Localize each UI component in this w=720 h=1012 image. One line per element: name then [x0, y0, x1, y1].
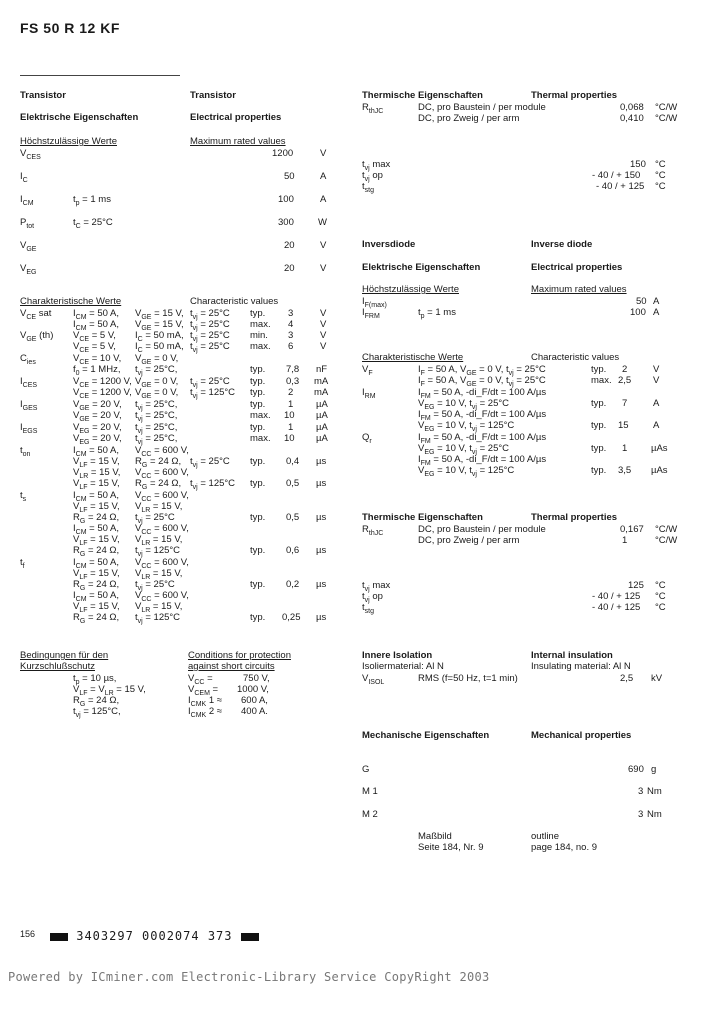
left-text: Conditions for protection [188, 650, 291, 661]
left-text: $t_{vj} = 125^\circ C$ [190, 478, 236, 491]
left-text: $V_{LF} = 15$ V, [73, 534, 120, 547]
left-text: 3 [288, 308, 294, 319]
right-text: $t_p = 1$ ms [418, 307, 456, 320]
right-text: $I_{FRM}$ [362, 307, 380, 320]
right-text: - 40 / + 125 [592, 591, 641, 602]
right-text: - 40 / + 150 [592, 170, 641, 181]
right-text: 0,410 [620, 113, 644, 124]
left-text: µA [316, 410, 328, 421]
left-text: Maximum rated values [190, 136, 286, 147]
left-text: 0,3 [286, 376, 300, 387]
right-text: Isoliermaterial: Al N [362, 661, 444, 672]
left-text: Elektrische Eigenschaften [20, 112, 139, 123]
barcode-digits: 3403297 0002074 373 [76, 929, 233, 943]
left-text: 10 [284, 410, 295, 421]
right-text: 3,5 [618, 465, 632, 476]
left-text: $V_{LR} = 15$ V, [135, 534, 183, 547]
right-text: Characteristic values [531, 352, 620, 363]
left-text: typ. [250, 376, 266, 387]
left-text: $R_G = 24$ Ω, [73, 612, 120, 625]
left-text: µA [316, 399, 328, 410]
right-text: M 2 [362, 809, 378, 820]
left-text: $I_{CM} = 50$ A, [73, 523, 120, 536]
right-text: 150 [630, 159, 646, 170]
left-text: $t_{on}$ [20, 445, 31, 458]
left-text: $V_{EG} = 20$ V, [73, 433, 122, 446]
left-text: $t_{vj} = 25^\circ C$, [135, 410, 178, 423]
right-text: typ. [591, 398, 607, 409]
right-text: DC, pro Baustein / per module [418, 102, 546, 113]
right-text: - 40 / + 125 [592, 602, 641, 613]
left-text: $I_{CMK}$ 2 ≈ [188, 706, 222, 719]
left-text: $t_p = 1$ ms [73, 194, 111, 207]
right-text: Innere Isolation [362, 650, 433, 661]
right-text: 7 [622, 398, 628, 409]
right-text: - 40 / + 125 [596, 181, 645, 192]
left-text: µs [316, 545, 327, 556]
left-text: $V_{CEM}$ = [188, 684, 219, 697]
right-text: 1 [622, 443, 628, 454]
right-text: °C/W [655, 524, 678, 535]
left-text: 0,5 [286, 512, 300, 523]
left-text: $I_{GES}$ [20, 399, 38, 412]
left-text: $V_{LR} = 15$ V, [135, 501, 183, 514]
barcode [50, 929, 259, 943]
right-text: µAs [651, 465, 668, 476]
right-text: $R_{thJC}$ [362, 524, 384, 537]
left-text: 1200 [272, 148, 294, 159]
powered-by-notice: Powered by ICminer.com Electronic-Library Service CopyRight 2003 [8, 970, 490, 984]
left-text: $t_{vj} = 125^\circ C$ [135, 612, 181, 625]
left-text: 6 [288, 341, 294, 352]
left-text: $I_{CMK}$ 1 ≈ [188, 695, 222, 708]
left-text: $V_{LR} = 15$ V, [135, 568, 183, 581]
left-text: max. [250, 319, 271, 330]
left-text: µs [316, 512, 327, 523]
left-text: 0,5 [286, 478, 300, 489]
left-text: 2 [288, 387, 294, 398]
left-text: $t_{vj} = 25^\circ C$ [190, 456, 230, 469]
left-text: 20 [284, 263, 295, 274]
right-text: $I_{F(max)}$ [362, 296, 387, 309]
right-text: Mechanical properties [531, 730, 632, 741]
left-text: max. [250, 341, 271, 352]
right-text: $t_{vj}$ op [362, 591, 383, 604]
right-text: 2 [622, 364, 628, 375]
left-text: $t_{vj} = 25^\circ C$ [135, 512, 175, 525]
right-text: 50 [636, 296, 647, 307]
left-text: A [320, 194, 327, 205]
right-text: typ. [591, 364, 607, 375]
left-text: V [320, 240, 327, 251]
right-text: Electrical properties [531, 262, 623, 273]
left-text: V [320, 263, 327, 274]
left-text: $I_{CM} = 50$ A, [73, 590, 120, 603]
left-text: A [320, 171, 327, 182]
left-text: $I_{CES}$ [20, 376, 38, 389]
left-text: typ. [250, 387, 266, 398]
right-text: typ. [591, 465, 607, 476]
left-text: max. [250, 433, 271, 444]
right-text: V [653, 364, 660, 375]
left-text: nF [316, 364, 328, 375]
left-text: $V_{CE} = 5$ V, [73, 341, 116, 354]
left-text: $V_{GE}$ [20, 240, 37, 253]
right-text: $I_{FM} = 50$ A, -di_F/dt = 100 A/µs [418, 409, 547, 422]
left-text: 10 [284, 433, 295, 444]
left-text: mA [314, 376, 329, 387]
right-text: typ. [591, 443, 607, 454]
left-text: typ. [250, 545, 266, 556]
left-text: $t_{vj} = 25^\circ C$, [135, 364, 178, 377]
right-text: Mechanische Eigenschaften [362, 730, 490, 741]
right-text: Maximum rated values [531, 284, 627, 295]
right-text: 2,5 [620, 673, 634, 684]
left-text: $t_{vj} = 25^\circ C$ [190, 341, 230, 354]
left-text: $V_{CC} = 600$ V, [135, 467, 189, 480]
left-text: $R_G = 24$ Ω, [73, 579, 120, 592]
left-text: $I_{EGS}$ [20, 422, 38, 435]
right-text: G [362, 764, 370, 775]
right-text: Thermische Eigenschaften [362, 512, 483, 523]
left-text: $V_{CC} = 600$ V, [135, 523, 189, 536]
right-text: DC, pro Zweig / per arm [418, 113, 520, 124]
right-text: DC, pro Baustein / per module [418, 524, 546, 535]
left-text: $I_{CM} = 50$ A, [73, 319, 120, 332]
left-text: 750 V, [243, 673, 270, 684]
left-text: typ. [250, 478, 266, 489]
right-text: Seite 184, Nr. 9 [418, 842, 484, 853]
left-text: 100 [278, 194, 294, 205]
left-text: 0,2 [286, 579, 300, 590]
left-text: Bedingungen für den [20, 650, 109, 661]
right-text: outline [531, 831, 559, 842]
left-text: 3 [288, 330, 294, 341]
left-text: $t_{vj} = 25^\circ C$ [190, 308, 230, 321]
left-text: $V_{GE} = 15$ V, [135, 319, 184, 332]
page-number: 156 [20, 929, 36, 939]
right-text: °C [655, 159, 666, 170]
left-text: 1000 V, [237, 684, 269, 695]
left-text: $t_{vj} = 25^\circ C$ [135, 579, 175, 592]
right-text: DC, pro Zweig / per arm [418, 535, 520, 546]
left-text: µA [316, 433, 328, 444]
right-text: $R_{thJC}$ [362, 102, 384, 115]
left-text: $I_C = 50$ mA, [135, 330, 184, 343]
right-text: A [653, 398, 660, 409]
left-text: typ. [250, 512, 266, 523]
title-rule [20, 75, 180, 76]
right-text: °C [655, 170, 666, 181]
left-text: W [318, 217, 327, 228]
left-text: V [320, 319, 327, 330]
right-text: $Q_r$ [362, 432, 372, 445]
right-text: 0,167 [620, 524, 644, 535]
left-text: $V_{CE} = 1200$ V, [73, 376, 132, 389]
left-text: max. [250, 410, 271, 421]
left-text: Characteristic values [190, 296, 279, 307]
right-text: Insulating material: Al N [531, 661, 631, 672]
left-text: $V_{LF} = 15$ V, [73, 601, 120, 614]
left-text: 50 [284, 171, 295, 182]
left-text: 20 [284, 240, 295, 251]
left-text: $V_{LF} = 15$ V, [73, 478, 120, 491]
left-text: $V_{CE} = 5$ V, [73, 330, 116, 343]
left-text: $V_{GE} = 0$ V, [135, 353, 179, 366]
left-text: $V_{CE} = 1200$ V, [73, 387, 132, 400]
left-text: $V_{CC} = 600$ V, [135, 590, 189, 603]
left-text: µs [316, 579, 327, 590]
left-text: against short circuits [188, 661, 275, 672]
right-text: $t_{vj}$ max [362, 159, 391, 172]
left-text: $R_G = 24$ Ω, [73, 512, 120, 525]
left-text: µs [316, 478, 327, 489]
right-text: RMS (f=50 Hz, t=1 min) [418, 673, 518, 684]
right-text: 2,5 [618, 375, 632, 386]
left-text: typ. [250, 579, 266, 590]
left-text: $V_{GE} = 15$ V, [135, 308, 184, 321]
right-text: max. [591, 375, 612, 386]
left-text: typ. [250, 308, 266, 319]
left-text: $R_G = 24$ Ω, [135, 478, 182, 491]
right-text: °C [655, 602, 666, 613]
left-text: $t_{vj} = 25^\circ C$, [135, 399, 178, 412]
left-text: Höchstzulässige Werte [20, 136, 117, 147]
right-text: $I_{RM}$ [362, 387, 376, 400]
left-text: $V_{CC} = 600$ V, [135, 490, 189, 503]
left-text: $I_{CM} = 50$ A, [73, 557, 120, 570]
left-text: 0,4 [286, 456, 300, 467]
left-text: µs [316, 612, 327, 623]
left-text: Electrical properties [190, 112, 282, 123]
right-text: Nm [647, 809, 662, 820]
left-text: $V_{LF} = 15$ V, [73, 501, 120, 514]
right-text: Höchstzulässige Werte [362, 284, 459, 295]
left-text: $V_{CE}$ sat [20, 308, 52, 321]
right-text: µAs [651, 443, 668, 454]
left-text: $I_{CM} = 50$ A, [73, 308, 120, 321]
left-text: $I_{CM} = 50$ A, [73, 490, 120, 503]
right-text: $t_{stg}$ [362, 602, 374, 615]
right-text: $I_{FM} = 50$ A, -di_F/dt = 100 A/µs [418, 387, 547, 400]
left-text: 0,6 [286, 545, 300, 556]
left-text: 1 [288, 422, 294, 433]
left-text: $I_C = 50$ mA, [135, 341, 184, 354]
left-text: $t_{vj} = 125^\circ C$ [135, 545, 181, 558]
right-text: °C/W [655, 102, 678, 113]
left-text: 0,25 [282, 612, 301, 623]
left-text: 300 [278, 217, 294, 228]
left-text: $I_{CM}$ [20, 194, 34, 207]
left-text: $V_{LF} = V_{LR} = 15$ V, [73, 684, 146, 697]
left-text: µA [316, 422, 328, 433]
left-text: $C_{ies}$ [20, 353, 36, 366]
right-text: $V_{EG} = 10$ V, $t_{vj} = 25^\circ C$ [418, 443, 510, 456]
right-text: 690 [628, 764, 644, 775]
right-text: $t_{vj}$ max [362, 580, 391, 593]
left-text: $R_G = 24$ Ω, [73, 545, 120, 558]
right-text: $V_{EG} = 10$ V, $t_{vj} = 125^\circ C$ [418, 420, 515, 433]
left-text: $t_{vj} = 25^\circ C$, [135, 433, 178, 446]
left-text: $I_C$ [20, 171, 28, 184]
left-text: typ. [250, 364, 266, 375]
left-text: typ. [250, 422, 266, 433]
left-text: $R_G = 24$ Ω, [73, 695, 120, 708]
right-text: $t_{stg}$ [362, 181, 374, 194]
left-text: $V_{GE} = 0$ V, [135, 387, 179, 400]
left-text: $V_{EG} = 20$ V, [73, 422, 122, 435]
left-text: 7,8 [286, 364, 300, 375]
right-text: $V_{EG} = 10$ V, $t_{vj} = 125^\circ C$ [418, 465, 515, 478]
left-text: $t_{vj} = 25^\circ C$, [135, 422, 178, 435]
left-text: 400 A. [241, 706, 268, 717]
right-text: 0,068 [620, 102, 644, 113]
right-text: $I_F = 50$ A, $V_{GE} = 0$ V, $t_{vj} = 25^\circ C$ [418, 364, 546, 377]
left-text: mA [314, 387, 329, 398]
left-text: $V_{GE} = 0$ V, [135, 376, 179, 389]
left-text: $I_{CM} = 50$ A, [73, 445, 120, 458]
right-text: 3 [638, 786, 644, 797]
right-text: $V_{ISOL}$ [362, 673, 385, 686]
left-text: $t_{vj} = 125^\circ C$, [73, 706, 121, 719]
left-text: $t_s$ [20, 490, 27, 503]
right-text: $I_F = 50$ A, $V_{GE} = 0$ V, $t_{vj} = 25^\circ C$ [418, 375, 546, 388]
left-text: $V_{GE}$ (th) [20, 330, 54, 343]
left-text: 1 [288, 399, 294, 410]
left-text: $t_C = 25^\circ C$ [73, 217, 113, 230]
right-text: 1 [622, 535, 628, 546]
left-text: 600 A, [241, 695, 268, 706]
right-text: kV [651, 673, 663, 684]
right-text: Thermische Eigenschaften [362, 90, 483, 101]
right-text: $I_{FM} = 50$ A, -di_F/dt = 100 A/µs [418, 454, 547, 467]
right-text: 125 [628, 580, 644, 591]
barcode-block-right [241, 933, 259, 941]
left-text: $V_{CC} = 600$ V, [135, 445, 189, 458]
document-title: FS 50 R 12 KF [20, 20, 120, 36]
left-text: typ. [250, 612, 266, 623]
left-text: 4 [288, 319, 294, 330]
right-text: V [653, 375, 660, 386]
right-text: $V_{EG} = 10$ V, $t_{vj} = 25^\circ C$ [418, 398, 510, 411]
left-text: $t_{vj} = 25^\circ C$ [190, 330, 230, 343]
left-text: Transistor [20, 90, 66, 101]
right-text: °C [655, 580, 666, 591]
right-text: Maßbild [418, 831, 452, 842]
right-text: 3 [638, 809, 644, 820]
right-text: °C/W [655, 535, 678, 546]
left-text: $V_{GE} = 20$ V, [73, 410, 122, 423]
right-text: A [653, 296, 660, 307]
left-text: $V_{LR} = 15$ V, [135, 601, 183, 614]
right-text: Charakteristische Werte [362, 352, 464, 363]
left-text: V [320, 341, 327, 352]
left-text: V [320, 148, 327, 159]
left-text: $R_G = 24$ Ω, [135, 456, 182, 469]
right-text: A [653, 420, 660, 431]
right-text: $V_F$ [362, 364, 373, 377]
right-text: Thermal properties [531, 512, 618, 523]
right-text: °C/W [655, 113, 678, 124]
right-text: °C [655, 591, 666, 602]
left-text: $t_{vj} = 25^\circ C$ [190, 376, 230, 389]
left-text: $t_p = 10$ µs, [73, 673, 117, 686]
left-text: Transistor [190, 90, 236, 101]
left-text: $P_{tot}$ [20, 217, 35, 230]
left-text: Kurzschlußschutz [20, 661, 95, 672]
left-text: $V_{CC}$ = [188, 673, 213, 686]
left-text: $f_0 = 1$ MHz, [73, 364, 121, 377]
left-text: $V_{CC} = 600$ V, [135, 557, 189, 570]
left-text: min. [250, 330, 268, 341]
right-text: Nm [647, 786, 662, 797]
left-text: $t_{vj} = 125^\circ C$ [190, 387, 236, 400]
left-text: typ. [250, 456, 266, 467]
left-text: $V_{LF} = 15$ V, [73, 456, 120, 469]
left-text: $t_f$ [20, 557, 25, 570]
left-text: $V_{CES}$ [20, 148, 41, 161]
left-text: $V_{EG}$ [20, 263, 37, 276]
right-text: Internal insulation [531, 650, 613, 661]
left-text: $V_{LF} = 15$ V, [73, 568, 120, 581]
left-text: V [320, 330, 327, 341]
left-text: typ. [250, 399, 266, 410]
left-text: $V_{CE} = 10$ V, [73, 353, 122, 366]
right-text: °C [655, 181, 666, 192]
barcode-block-left [50, 933, 68, 941]
right-text: Thermal properties [531, 90, 618, 101]
left-text: µs [316, 456, 327, 467]
right-text: Inverse diode [531, 239, 593, 250]
right-text: 15 [618, 420, 629, 431]
right-text: page 184, no. 9 [531, 842, 598, 853]
right-text: Elektrische Eigenschaften [362, 262, 481, 273]
right-text: typ. [591, 420, 607, 431]
left-text: $V_{GE} = 20$ V, [73, 399, 122, 412]
left-text: $t_{vj} = 25^\circ C$ [190, 319, 230, 332]
right-text: $t_{vj}$ op [362, 170, 383, 183]
right-text: A [653, 307, 660, 318]
right-text: $I_{FM} = 50$ A, -di_F/dt = 100 A/µs [418, 432, 547, 445]
right-text: 100 [630, 307, 646, 318]
right-text: M 1 [362, 786, 378, 797]
left-text: Charakteristische Werte [20, 296, 122, 307]
left-text: $V_{LR} = 15$ V, [73, 467, 121, 480]
right-text: g [651, 764, 657, 775]
left-text: V [320, 308, 327, 319]
right-text: Inversdiode [362, 239, 416, 250]
